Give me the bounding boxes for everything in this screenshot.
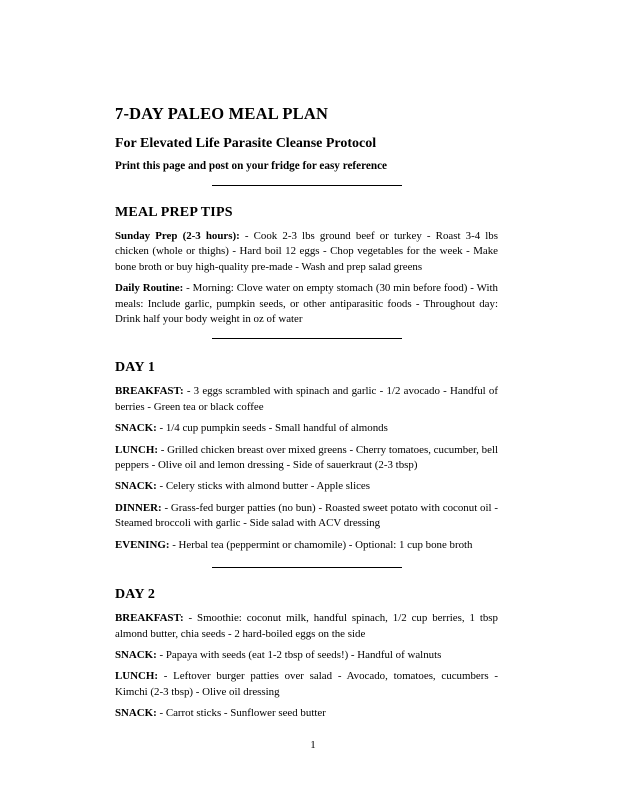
day2-heading: DAY 2 bbox=[115, 587, 156, 603]
entry-text: - Carrot sticks - Sunflower seed butter bbox=[159, 707, 326, 720]
entry-text: - Morning: Clove water on empty stomach (30 min before food) - With meals: Include garlic, pumpkin seeds, or other antiparasitic foods - Throughout day: Drink half your body weight in oz of water bbox=[115, 282, 498, 326]
document-page bbox=[115, 104, 498, 728]
page-number: 1 bbox=[310, 739, 316, 751]
entry-label: SNACK: bbox=[115, 480, 157, 493]
meal-prep-section bbox=[115, 205, 498, 327]
entry-text: - Grilled chicken breast over mixed greens - Cherry tomatoes, cucumber, bell peppers - Olive oil and lemon dressing - Side of sauerkraut (2-3 tbsp) bbox=[115, 443, 498, 472]
print-note: Print this page and post on your fridge for easy reference bbox=[115, 160, 388, 172]
entry-text: - 3 eggs scrambled with spinach and garlic - 1/2 avocado - Handful of berries - Green tea or black coffee bbox=[115, 385, 498, 413]
day1-snack bbox=[115, 421, 498, 436]
entry-text: - Cook 2-3 lbs ground beef or turkey - Roast 3-4 lbs chicken (whole or thighs) - Hard boil 12 eggs - Chop vegetables for the week - Make bone broth or buy high-quality pre-made - Wash and prep salad greens bbox=[115, 230, 498, 273]
day1-evening bbox=[115, 538, 498, 553]
entry-text: - 1/4 cup pumpkin seeds - Small handful of almonds bbox=[159, 422, 388, 435]
document-subtitle: For Elevated Life Parasite Cleanse Protocol bbox=[115, 136, 377, 151]
meal-prep-heading: MEAL PREP TIPS bbox=[115, 205, 233, 220]
entry-text: - Herbal tea (peppermint or chamomile) - Optional: 1 cup bone broth bbox=[172, 538, 473, 551]
day2-afternoon-snack bbox=[115, 706, 498, 721]
entry-text: - Papaya with seeds (eat 1-2 tbsp of seeds!) - Handful of walnuts bbox=[159, 648, 442, 661]
day1-dinner bbox=[115, 501, 498, 532]
entry-label: SNACK: bbox=[115, 422, 157, 435]
divider bbox=[212, 185, 402, 186]
day1-breakfast bbox=[115, 384, 498, 415]
entry-text: - Smoothie: coconut milk, handful spinach, 1/2 cup berries, 1 tbsp almond butter, chia seeds - 2 hard-boiled eggs on the side bbox=[115, 612, 498, 640]
entry-label: Daily Routine: bbox=[115, 282, 184, 295]
entry-text: - Celery sticks with almond butter - Apple slices bbox=[159, 480, 370, 493]
day1-section bbox=[115, 360, 498, 553]
entry-label: SNACK: bbox=[115, 648, 157, 661]
day2-breakfast bbox=[115, 611, 498, 642]
day2-lunch bbox=[115, 669, 498, 700]
divider bbox=[212, 338, 402, 339]
day1-heading: DAY 1 bbox=[115, 360, 156, 376]
sunday-prep-entry bbox=[115, 229, 498, 275]
entry-label: LUNCH: bbox=[115, 670, 158, 683]
entry-label: LUNCH: bbox=[115, 443, 158, 456]
entry-label: BREAKFAST: bbox=[115, 612, 184, 625]
entry-label: BREAKFAST: bbox=[115, 385, 184, 398]
daily-routine-entry bbox=[115, 281, 498, 327]
day2-section bbox=[115, 587, 498, 721]
divider bbox=[212, 567, 402, 568]
document-title: 7-DAY PALEO MEAL PLAN bbox=[115, 104, 329, 123]
day1-afternoon-snack bbox=[115, 479, 498, 494]
entry-label: DINNER: bbox=[115, 501, 162, 514]
entry-text: - Leftover burger patties over salad - Avocado, tomatoes, cucumbers - Kimchi (2-3 tbsp) - Olive oil dressing bbox=[115, 670, 498, 698]
day1-lunch bbox=[115, 443, 498, 474]
entry-label: Sunday Prep (2-3 hours): bbox=[115, 230, 240, 242]
entry-label: SNACK: bbox=[115, 707, 157, 720]
entry-label: EVENING: bbox=[115, 538, 170, 551]
day2-snack bbox=[115, 648, 498, 663]
entry-text: - Grass-fed burger patties (no bun) - Roasted sweet potato with coconut oil - Steamed broccoli with garlic - Side salad with ACV dressing bbox=[115, 501, 498, 530]
